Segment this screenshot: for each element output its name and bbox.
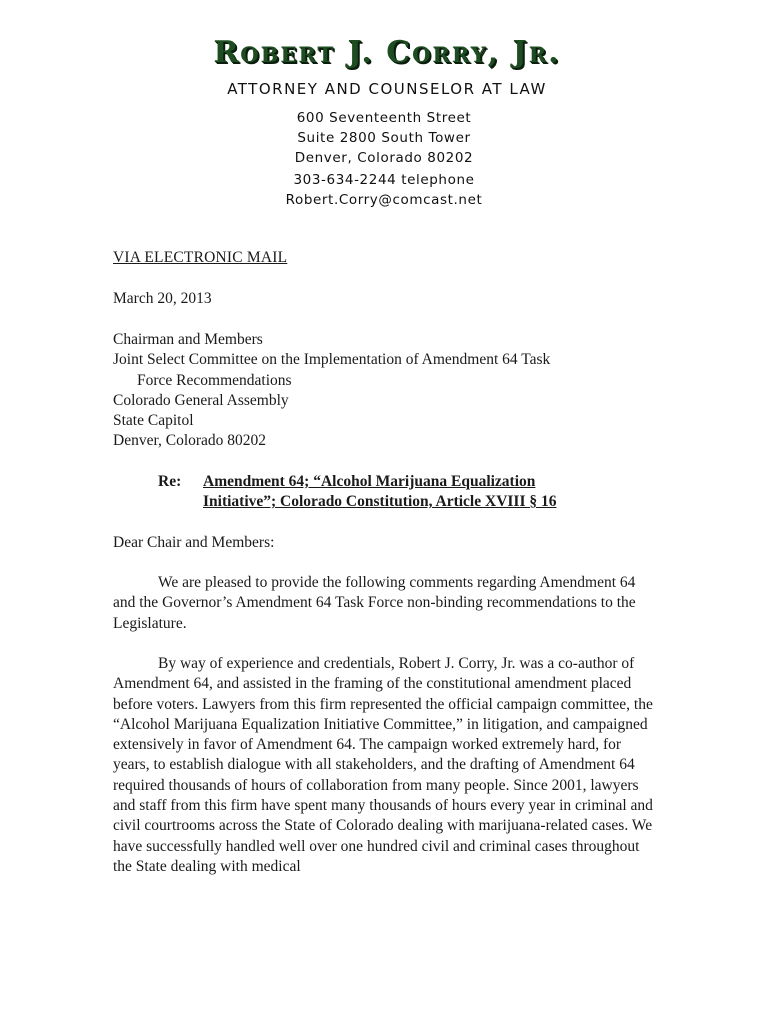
letterhead-email: Robert.Corry@comcast.net (285, 192, 483, 208)
subject-text-line: Initiative”; Colorado Constitution, Article XVIII § 16 (203, 493, 557, 511)
body-paragraph (113, 654, 658, 877)
letterhead-address-suite: Suite 2800 South Tower (297, 130, 471, 146)
letterhead (0, 36, 768, 210)
recipient-line: Chairman and Members (113, 331, 263, 348)
subject-label: Re: (158, 473, 182, 490)
recipient-address (113, 330, 658, 452)
body-paragraph (113, 573, 658, 634)
letterhead-address-city: Denver, Colorado 80202 (294, 150, 474, 166)
salutation: Dear Chair and Members: (113, 534, 275, 551)
recipient-line: Joint Select Committee on the Implementation of Amendment 64 Task (113, 351, 551, 369)
paragraph-text: We are pleased to provide the following comments regarding Amendment 64 and the Governor’s Amendment 64 Task Force non-binding recommendations to the Legislature. (113, 574, 636, 632)
letterhead-phone: 303-634-2244 telephone (293, 172, 475, 188)
subject-text (203, 472, 663, 513)
subject-text-line: Amendment 64; “Alcohol Marijuana Equalization (203, 473, 536, 490)
recipient-line: Force Recommendations (137, 371, 292, 389)
paragraph-text: By way of experience and credentials, Robert J. Corry, Jr. was a co-author of Amendment 64, and assisted in the framing of the constitutional amendment placed before voters. Lawyers from this firm represented the official campaign committee, the “Alcohol Marijuana Equalization Initiative Committee,” in litigation, and campaigned extensively in favor of Amendment 64. The campaign worked extremely hard, for years, to establish dialogue with all stakeholders, and the drafting of Amendment 64 required thousands of hours of collaboration from many people. Since 2001, lawyers and staff from this firm have spent many thousands of hours every year in criminal and civil courtrooms across the State of Colorado dealing with marijuana-related cases. We have successfully handled well over one hundred civil and criminal cases throughout the State dealing with medical (113, 655, 653, 875)
letterhead-title: ATTORNEY AND COUNSELOR AT LAW (227, 80, 547, 98)
recipient-line: Denver, Colorado 80202 (113, 432, 267, 450)
recipient-line: State Capitol (113, 412, 194, 430)
delivery-method: VIA ELECTRONIC MAIL (113, 249, 288, 266)
letterhead-address-street: 600 Seventeenth Street (296, 110, 472, 126)
recipient-line: Colorado General Assembly (113, 391, 289, 409)
letter-date: March 20, 2013 (113, 290, 212, 307)
letterhead-name: Robert J. Corry, Jr. (213, 35, 561, 70)
